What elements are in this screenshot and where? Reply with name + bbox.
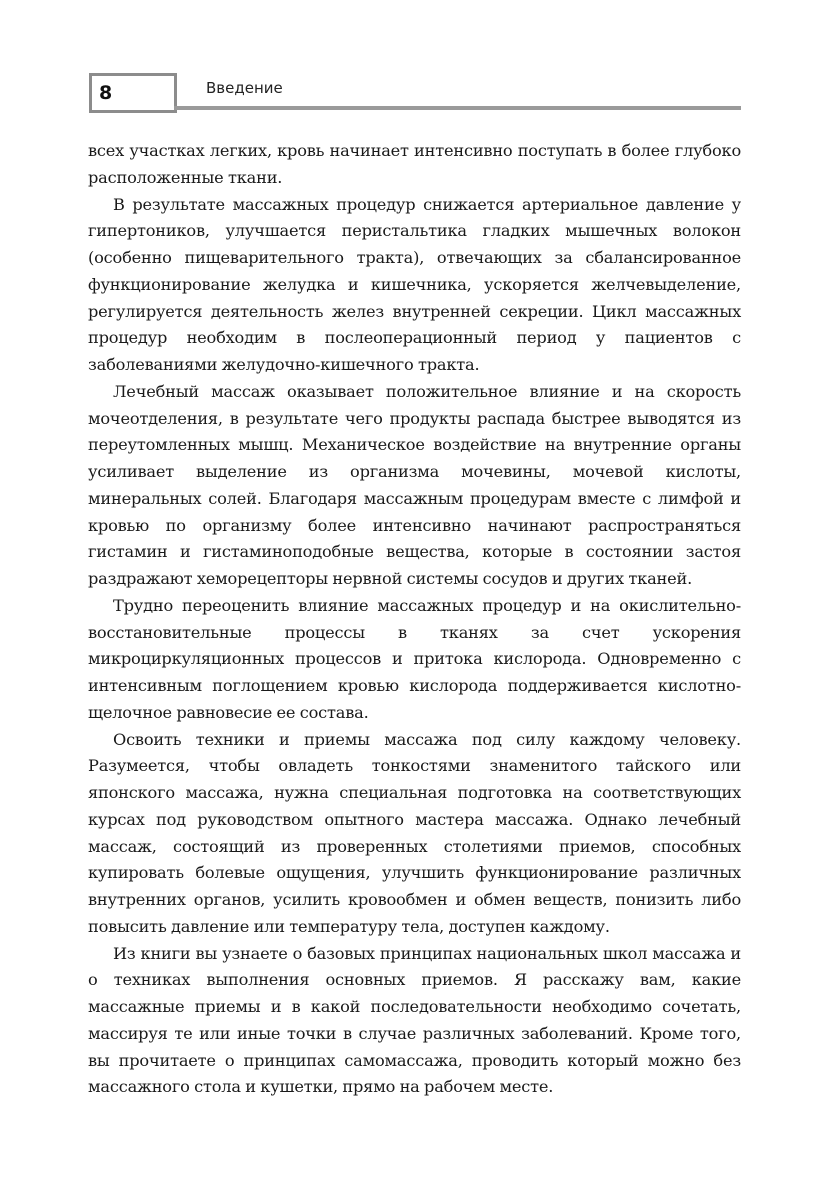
- header-rule: [174, 106, 741, 110]
- paragraph-1: всех участках легких, кровь начинает интенсивно поступать в более глубоко расположенные ткани.: [88, 141, 741, 187]
- section-title: Введение: [206, 79, 283, 97]
- page-number-box: [89, 73, 177, 113]
- paragraph-2: В результате массажных процедур снижается артериальное давление у гипертоников, улучшается перистальтика гладких мышечных волокон (особенно пищеварительного тракта), отвечающих за сбалансированное функционирование желудка и кишечника, ускоряется желчевыделение, регулируется деятельность желез внутренней секреции. Цикл массажных процедур необходим в послеоперационный период у пациентов с заболеваниями желудочно-кишечного тракта.: [88, 194, 741, 374]
- body-text: [88, 138, 741, 1101]
- paragraph-3: Лечебный массаж оказывает положительное влияние и на скорость мочеотделения, в результате чего продукты распада быстрее выводятся из переутомленных мышц. Механическое воздействие на внутренние органы усиливает выделение из организма мочевины, мочевой кислоты, минеральных солей. Благодаря массажным процедурам вместе с лимфой и кровью по организму более интенсивно начинают распространяться гистамин и гистаминоподобные вещества, которые в состоянии застоя раздражают хеморецепторы нервной системы сосудов и других тканей.: [88, 381, 741, 588]
- page-number: 8: [99, 82, 113, 104]
- paragraph-5: Освоить техники и приемы массажа под силу каждому человеку. Разумеется, чтобы овладеть тонкостями знаменитого тайского или японского массажа, нужна специальная подготовка на соответствующих курсах под руководством опытного мастера массажа. Однако лечебный массаж, состоящий из проверенных столетиями приемов, способных купировать болевые ощущения, улучшить функционирование различных внутренних органов, усилить кровообмен и обмен веществ, понизить либо повысить давление или температуру тела, доступен каждому.: [88, 729, 741, 936]
- paragraph-6: Из книги вы узнаете о базовых принципах национальных школ массажа и о техниках выполнения основных приемов. Я расскажу вам, какие массажные приемы и в какой последовательности необходимо сочетать, массируя те или иные точки в случае различных заболеваний. Кроме того, вы прочитаете о принципах самомассажа, проводить который можно без массажного стола и кушетки, прямо на рабочем месте.: [88, 943, 741, 1097]
- running-header: [89, 73, 741, 117]
- paragraph-4: Трудно переоценить влияние массажных процедур и на окислительно-восстановительные процессы в тканях за счет ускорения микроциркуляционных процессов и притока кислорода. Одновременно с интенсивным поглощением кровью кислорода поддерживается кислотно-щелочное равновесие ее состава.: [88, 595, 741, 722]
